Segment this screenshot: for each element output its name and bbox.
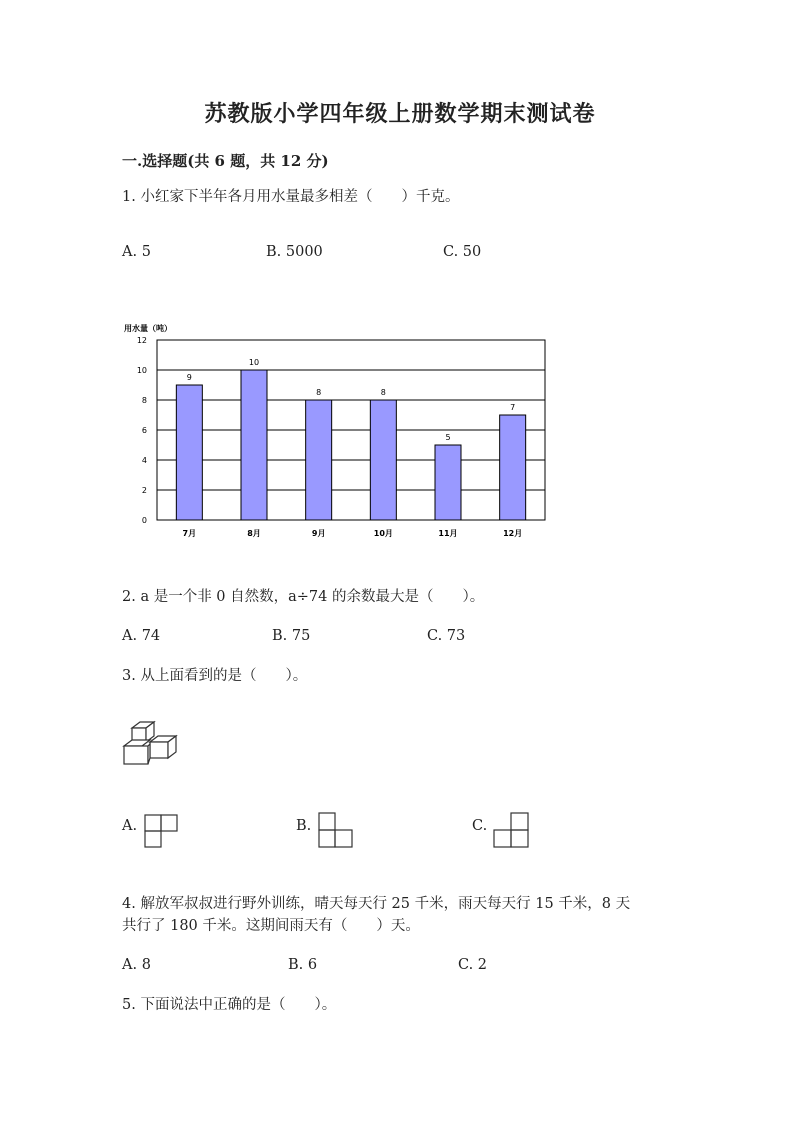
- q2-option-a: A. 74: [122, 628, 161, 644]
- bar: [370, 400, 396, 520]
- q3-option-c-label: C.: [472, 818, 488, 834]
- y-tick-label: 6: [141, 426, 147, 435]
- q4-option-a: A. 8: [122, 957, 151, 973]
- x-tick-label: 11月: [438, 529, 458, 538]
- question-5-text: 5. 下面说法中正确的是（ ）。: [122, 997, 337, 1013]
- q1-option-c: C. 50: [443, 244, 482, 260]
- q2-option-b: B. 75: [272, 628, 311, 644]
- q3-option-a-figure: [144, 814, 178, 850]
- bar: [306, 400, 332, 520]
- bar: [176, 385, 202, 520]
- bar: [500, 415, 526, 520]
- q1-option-a: A. 5: [122, 244, 151, 260]
- question-4-text-line2: 共行了 180 千米。这期间雨天有（ ）天。: [122, 918, 420, 934]
- x-tick-label: 8月: [247, 529, 261, 538]
- question-3-text: 3. 从上面看到的是（ ）。: [122, 668, 308, 684]
- data-label: 8: [380, 388, 386, 397]
- q2-option-c: C. 73: [427, 628, 466, 644]
- data-label: 5: [445, 433, 451, 442]
- page-title: 苏教版小学四年级上册数学期末测试卷: [204, 101, 596, 127]
- bar: [435, 445, 461, 520]
- q3-option-b-label: B.: [296, 818, 312, 834]
- section-heading: 一.选择题(共 6 题，共 12 分): [122, 152, 329, 170]
- x-tick-label: 9月: [311, 529, 326, 538]
- data-label: 10: [248, 358, 260, 367]
- q3-option-c-figure: [493, 812, 531, 850]
- q4-option-b: B. 6: [288, 957, 318, 973]
- data-label: 8: [316, 388, 322, 397]
- y-axis-label: 用水量（吨）: [124, 324, 172, 333]
- y-tick-label: 4: [141, 456, 147, 465]
- question-2-text: 2. a 是一个非 0 自然数，a÷74 的余数最大是（ ）。: [122, 589, 485, 605]
- q1-option-b: B. 5000: [266, 244, 323, 260]
- bar: [241, 370, 267, 520]
- x-tick-label: 7月: [182, 529, 197, 538]
- y-tick-label: 8: [141, 396, 147, 405]
- y-tick-label: 10: [136, 366, 147, 375]
- x-tick-label: 10月: [373, 529, 393, 538]
- data-label: 9: [186, 373, 192, 382]
- q3-option-b-figure: [318, 812, 354, 850]
- data-label: 7: [510, 403, 516, 412]
- y-tick-label: 0: [141, 516, 147, 525]
- y-tick-label: 12: [136, 336, 147, 345]
- water-usage-bar-chart: [122, 320, 552, 545]
- question-4-text-line1: 4. 解放军叔叔进行野外训练，晴天每天行 25 千米，雨天每天行 15 千米，8 天: [122, 896, 631, 912]
- question-1-text: 1. 小红家下半年各月用水量最多相差（ ）千克。: [122, 189, 460, 205]
- q3-option-a-label: A.: [122, 818, 138, 834]
- y-tick-label: 2: [141, 486, 147, 495]
- x-tick-label: 12月: [503, 529, 523, 538]
- q4-option-c: C. 2: [458, 957, 488, 973]
- cube-stack-figure: [120, 718, 182, 768]
